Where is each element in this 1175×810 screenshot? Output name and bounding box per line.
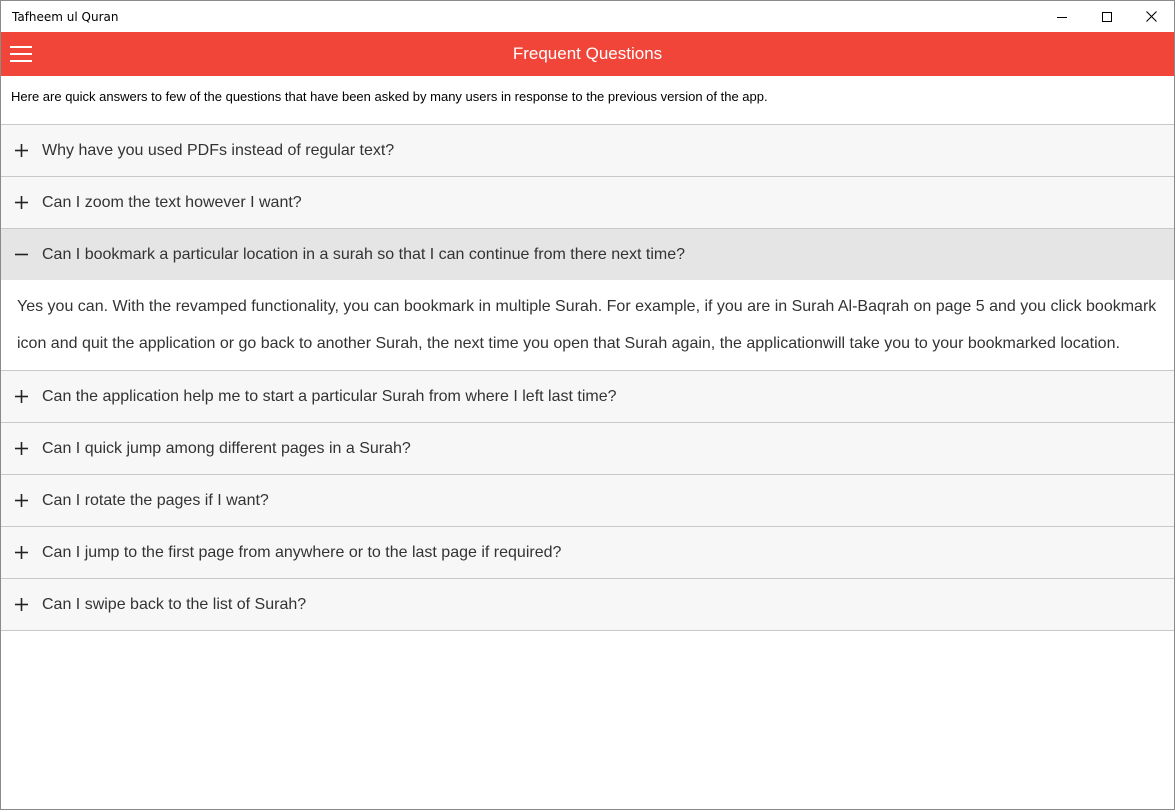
faq-header[interactable] (1, 371, 1174, 422)
faq-item (1, 125, 1174, 177)
window-title: Tafheem ul Quran (12, 9, 119, 24)
window-controls (1039, 1, 1174, 32)
minimize-button[interactable] (1039, 1, 1084, 32)
faq-header[interactable] (1, 423, 1174, 474)
plus-icon[interactable] (1, 475, 42, 526)
plus-icon[interactable] (1, 579, 42, 630)
hamburger-menu-icon[interactable] (10, 43, 32, 65)
faq-list (1, 125, 1174, 631)
plus-icon[interactable] (1, 527, 42, 578)
faq-header[interactable] (1, 475, 1174, 526)
faq-header[interactable] (1, 527, 1174, 578)
plus-icon[interactable] (1, 177, 42, 228)
faq-question: Can I rotate the pages if I want? (42, 491, 269, 509)
faq-item (1, 423, 1174, 475)
title-bar (1, 1, 1174, 32)
page-title: Frequent Questions (512, 44, 663, 63)
faq-item (1, 371, 1174, 423)
faq-question: Can I jump to the first page from anywhere or to the last page if required? (42, 543, 562, 561)
faq-header[interactable] (1, 125, 1174, 176)
faq-item (1, 579, 1174, 631)
close-button[interactable] (1129, 1, 1174, 32)
faq-header[interactable] (1, 579, 1174, 630)
faq-item (1, 475, 1174, 527)
faq-answer: Yes you can. With the revamped functionality, you can bookmark in multiple Surah. For example, if you are in Surah Al-Baqrah on page 5 and you click bookmark icon and quit the application or go back to another Surah, the next time you open that Surah again, the applicationwill take you to your bookmarked location. (1, 280, 1174, 370)
faq-item-expanded (1, 229, 1174, 371)
plus-icon[interactable] (1, 371, 42, 422)
maximize-button[interactable] (1084, 1, 1129, 32)
faq-question: Can I swipe back to the list of Surah? (42, 595, 307, 613)
minus-icon[interactable] (1, 229, 42, 280)
faq-question: Why have you used PDFs instead of regular text? (42, 141, 395, 159)
faq-header[interactable] (1, 229, 1174, 280)
plus-icon[interactable] (1, 125, 42, 176)
plus-icon[interactable] (1, 423, 42, 474)
close-icon (1146, 11, 1157, 22)
app-header (1, 32, 1174, 76)
faq-question: Can I zoom the text however I want? (42, 193, 302, 211)
faq-question: Can I bookmark a particular location in a surah so that I can continue from there next time? (42, 245, 685, 263)
faq-question: Can I quick jump among different pages in a Surah? (42, 439, 411, 457)
faq-question: Can the application help me to start a particular Surah from where I left last time? (42, 387, 617, 405)
faq-header[interactable] (1, 177, 1174, 228)
faq-item (1, 177, 1174, 229)
minimize-icon (1057, 12, 1067, 22)
faq-item (1, 527, 1174, 579)
intro-text: Here are quick answers to few of the questions that have been asked by many users in response to the previous version of the app. (1, 76, 1174, 125)
maximize-icon (1102, 12, 1112, 22)
